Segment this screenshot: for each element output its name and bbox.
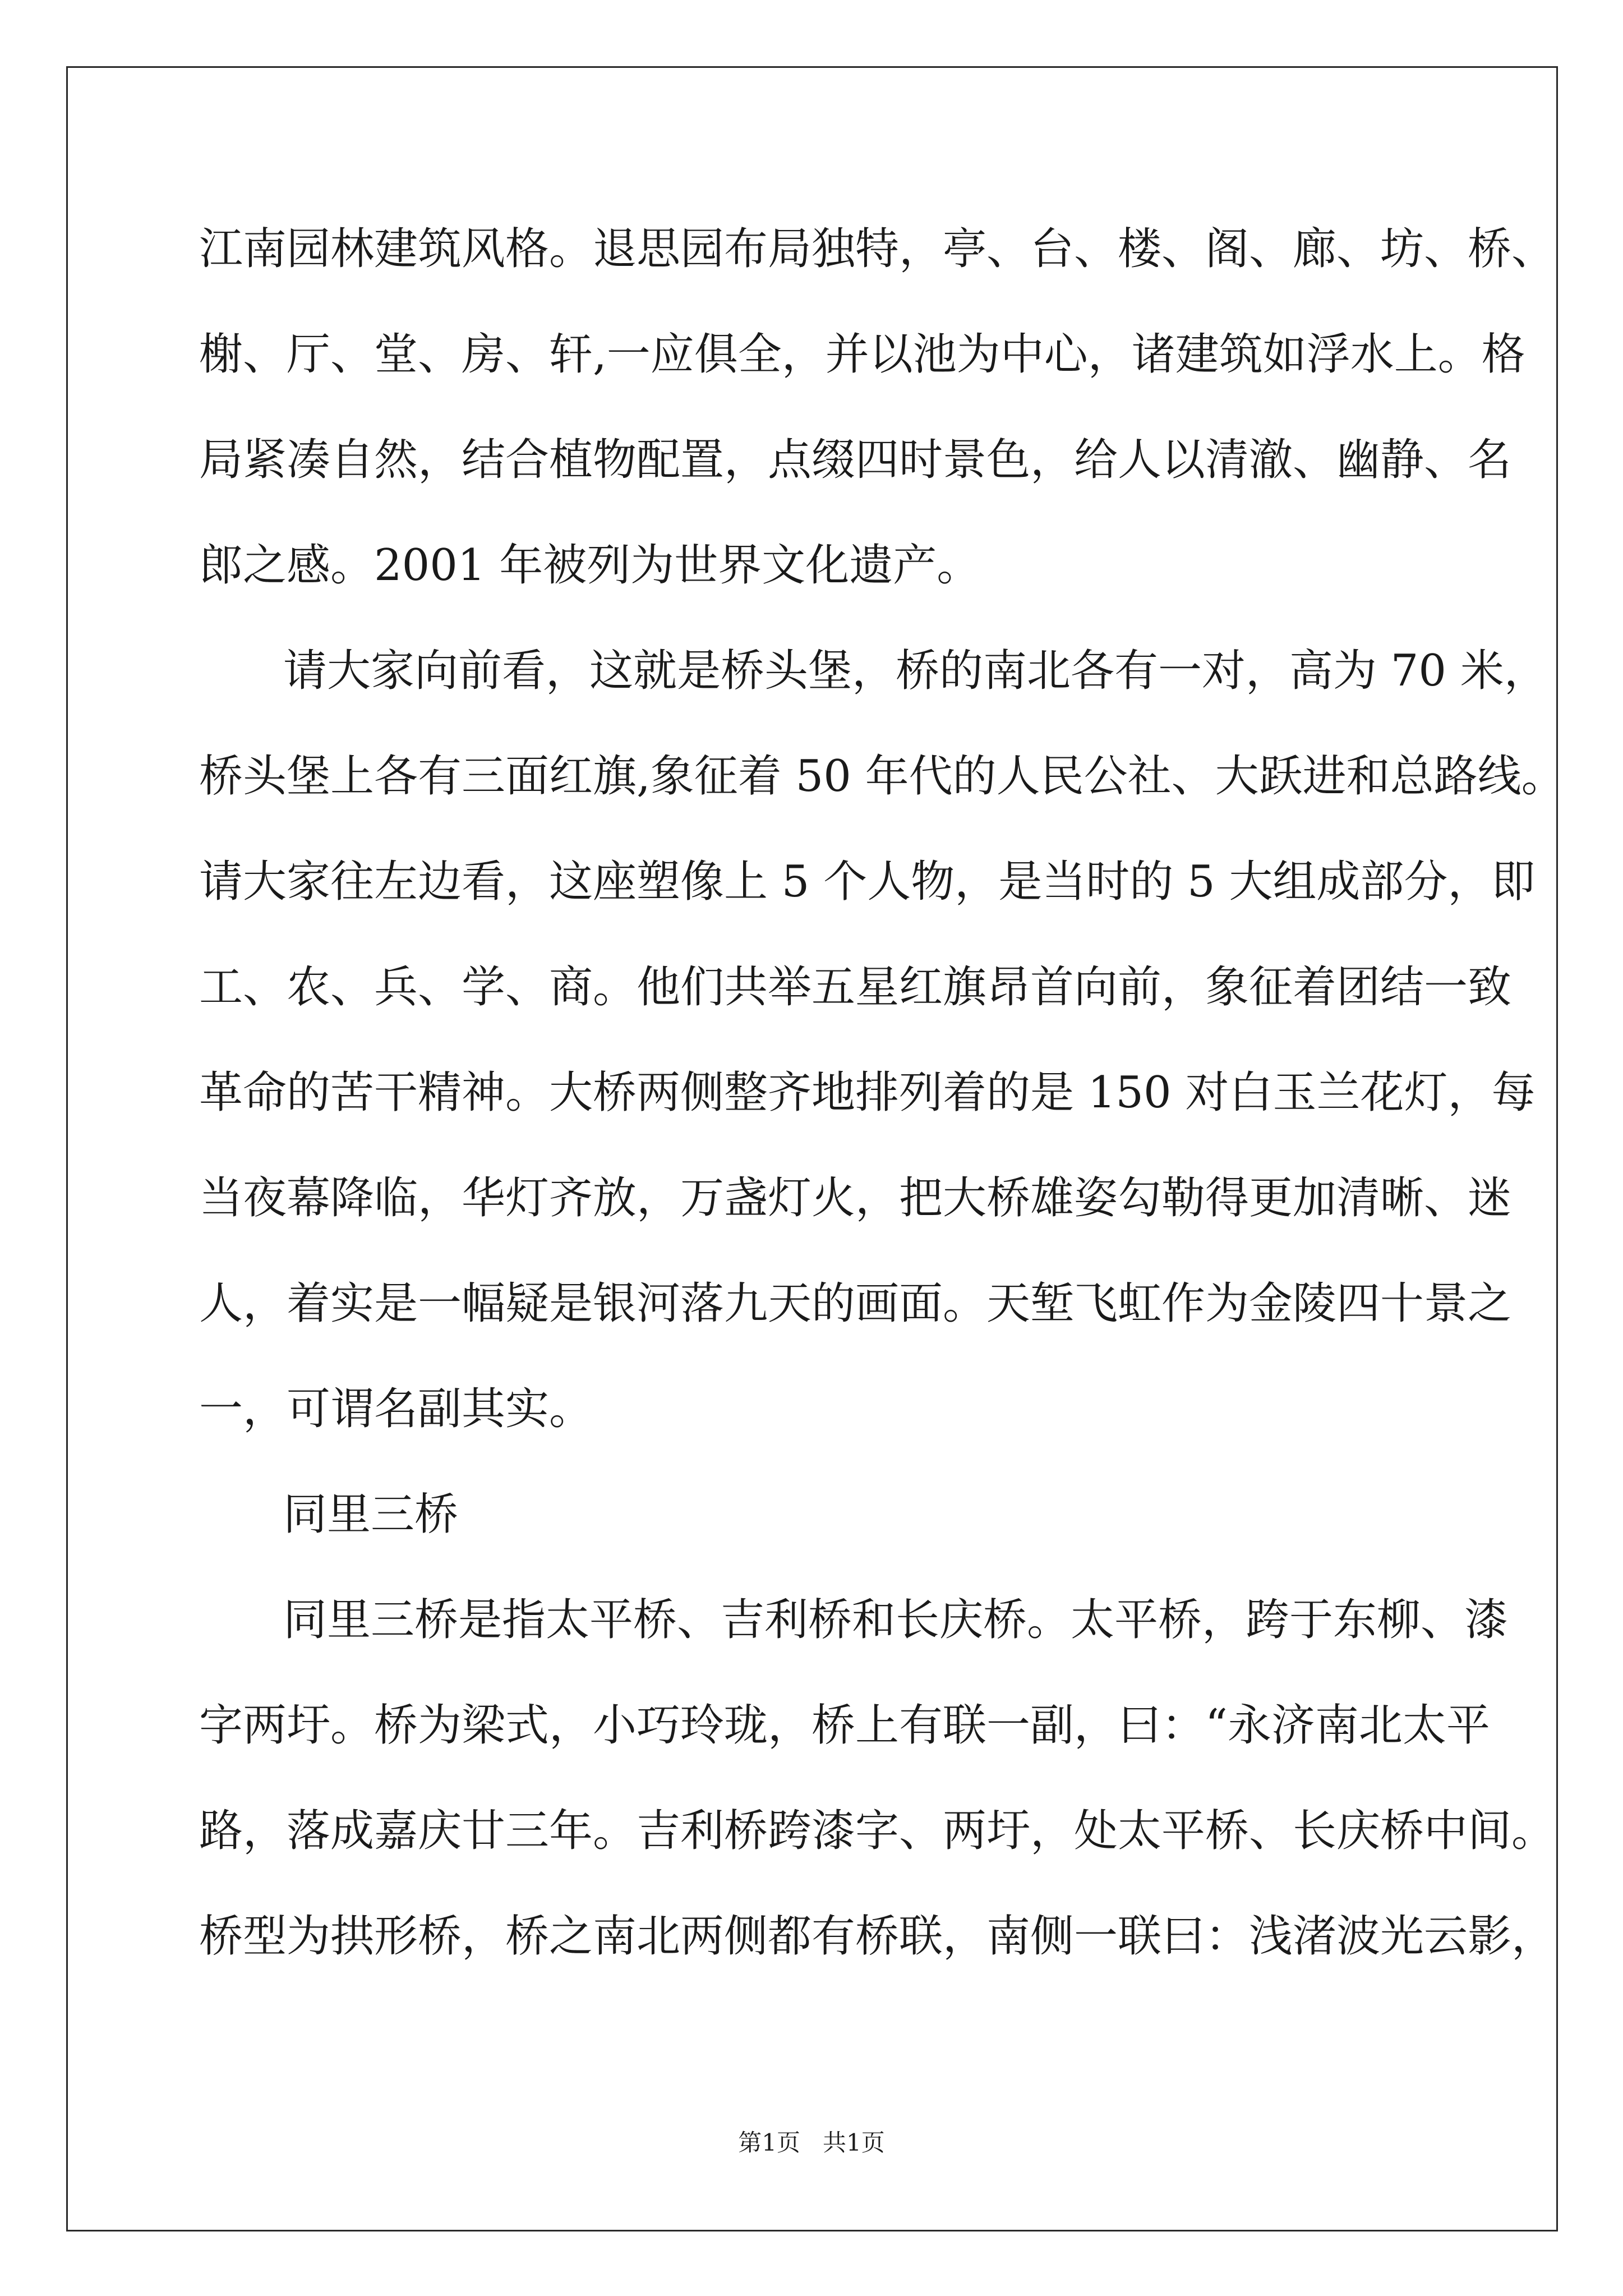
- text-line: 革命的苦干精神。大桥两侧整齐地排列着的是 150 对白玉兰花灯，每: [199, 1068, 1536, 1118]
- text-line: 郎之感。2001 年被列为世界文化遗产。: [199, 540, 981, 591]
- page-number: 第1页: [738, 2129, 800, 2156]
- page-footer: [0, 2126, 1623, 2160]
- text-line: 请大家向前看，这就是桥头堡，桥的南北各有一对，高为 70 米，: [283, 646, 1548, 696]
- page-total: 共1页: [823, 2129, 885, 2156]
- text-line: 桥型为拱形桥，桥之南北两侧都有桥联，南侧一联曰：浅渚波光云影，: [199, 1911, 1556, 1962]
- text-line: 请大家往左边看，这座塑像上 5 个人物，是当时的 5 大组成部分，即: [199, 857, 1536, 907]
- text-line: 桥头堡上各有三面红旗,象征着 50 年代的人民公社、大跃进和总路线。: [199, 751, 1565, 802]
- text-line: 同里三桥是指太平桥、吉利桥和长庆桥。太平桥，跨于东柳、漆: [283, 1595, 1509, 1645]
- text-line: 路，落成嘉庆廿三年。吉利桥跨漆字、两圩，处太平桥、长庆桥中间。: [199, 1806, 1556, 1856]
- document-body: [199, 196, 1565, 1989]
- text-line: 字两圩。桥为梁式，小巧玲珑，桥上有联一副，曰：“永济南北太平: [199, 1700, 1490, 1751]
- section-heading: 同里三桥: [283, 1489, 459, 1540]
- text-line: 榭、厅、堂、房、轩,一应俱全，并以池为中心，诸建筑如浮水上。格: [199, 329, 1525, 380]
- text-line: 江南园林建筑风格。退思园布局独特，亭、台、楼、阁、廊、坊、桥、: [199, 224, 1556, 274]
- text-line: 工、农、兵、学、商。他们共举五星红旗昂首向前，象征着团结一致: [199, 962, 1512, 1013]
- text-line: 一，可谓名副其实。: [199, 1384, 593, 1434]
- text-line: 人，着实是一幅疑是银河落九天的画面。天堑飞虹作为金陵四十景之: [199, 1278, 1512, 1329]
- text-line: 当夜幕降临，华灯齐放，万盏灯火，把大桥雄姿勾勒得更加清晰、迷: [199, 1173, 1512, 1223]
- text-line: 局紧凑自然，结合植物配置，点缀四时景色，给人以清澈、幽静、名: [199, 435, 1512, 485]
